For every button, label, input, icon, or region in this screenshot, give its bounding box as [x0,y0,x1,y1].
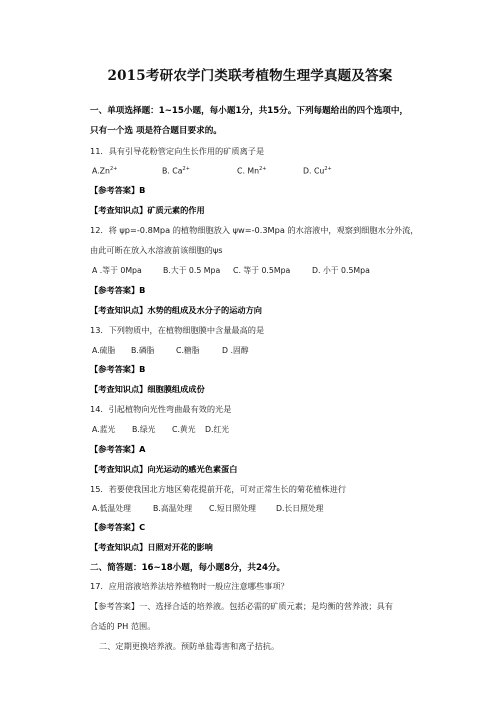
question-13-knowledge-point: 【考查知识点】细胞膜组成成份 [90,384,205,394]
question-17-answer: 【参考答案】一、选择合适的培养液。包括必需的矿质元素；是均衡的营养液；具有 [90,601,393,611]
option-superscript: 2+ [259,166,267,172]
question-15-option-d: D.长日照处理 [276,504,324,513]
question-14-option-a: A.蓝光 [92,425,116,434]
question-11-option-b [162,166,190,176]
question-11-option-d [303,166,332,176]
question-14-knowledge-point: 【考查知识点】向光运动的感光色素蛋白 [90,464,238,474]
question-14-option-d: D.红光 [205,425,230,434]
section-heading-choice-cont: 只有一个选 项是符合题目要求的。 [90,126,222,136]
question-12-stem: 12．将 ψp=-0.8Mpa 的植物细胞放入 ψw=-0.3Mpa 的水溶液中，观察到细胞水分外流， [90,225,419,235]
question-13-stem: 13．下列物质中，在植物细胞膜中含量最高的是 [90,325,265,335]
question-12-option-a: A .等于 0Mpa [92,266,142,275]
question-12-option-b: B.大于 0.5 Mpa [163,266,221,275]
question-13-option-c: C.糖脂 [176,346,200,355]
question-11-option-c [237,166,266,176]
question-12-answer: 【参考答案】B [90,285,146,295]
option-label: C. Mn [237,166,260,176]
option-label: D. Cu [303,166,325,176]
question-17-answer-point-2: 二、定期更换培养液。预防单盐毒害和离子拮抗。 [99,641,280,651]
question-15-option-b: B.高温处理 [153,504,193,513]
question-12-knowledge-point: 【考查知识点】水势的组成及水分子的运动方向 [90,305,262,315]
option-label: A.Zn [92,166,110,176]
question-13-answer: 【参考答案】B [90,364,146,374]
question-13-option-b: B.磷脂 [131,346,155,355]
question-13-option-a: A.硫脂 [92,346,116,355]
question-15-stem: 15．若要使我国北方地区菊花提前开花，可对正常生长的菊花植株进行 [90,484,347,494]
question-11-stem: 11．具有引导花粉管定向生长作用的矿质离子是 [90,146,265,156]
page-title: 2015考研农学门类联考植物生理学真题及答案 [107,68,393,84]
question-12-option-d: D. 小于 0.5Mpa [312,266,370,275]
question-12-stem-cont: 由此可断在放入水溶液前该细胞的ψs [90,245,223,255]
option-superscript: 2+ [109,166,118,172]
question-11-answer: 【参考答案】B [90,185,146,195]
question-12-option-c: C. 等于 0.5Mpa [233,266,291,275]
section-heading-choice: 一、单项选择题：1~15小题，每小题1分，共15分。下列每题给出的四个选项中， [90,106,409,116]
question-17-answer-cont: 合适的 PH 范围。 [90,621,156,631]
question-14-stem: 14．引起植物向光性弯曲最有效的光是 [90,404,232,414]
option-superscript: 2+ [182,166,190,172]
option-label: B. Ca [162,166,183,176]
question-15-answer: 【参考答案】C [90,522,146,532]
question-14-option-b: B.绿光 [132,425,156,434]
option-superscript: 2+ [324,166,332,172]
question-17-stem: 17．应用溶液培养法培养植物时一般应注意哪些事项？ [90,581,289,591]
question-15-option-c: C.短日照处理 [209,504,256,513]
question-11-knowledge-point: 【考查知识点】矿质元素的作用 [90,205,205,215]
question-11-option-a [92,166,117,176]
question-14-option-c: C.黄光 [172,425,196,434]
question-13-option-d: D .固醇 [222,346,249,355]
question-15-knowledge-point: 【考查知识点】日照对开花的影响 [90,542,213,552]
question-14-answer: 【参考答案】A [90,444,146,454]
section-heading-short-answer: 二、简答题：16~18小题，每小题8分，共24分。 [90,563,286,573]
question-15-option-a: A.低温处理 [92,504,131,513]
